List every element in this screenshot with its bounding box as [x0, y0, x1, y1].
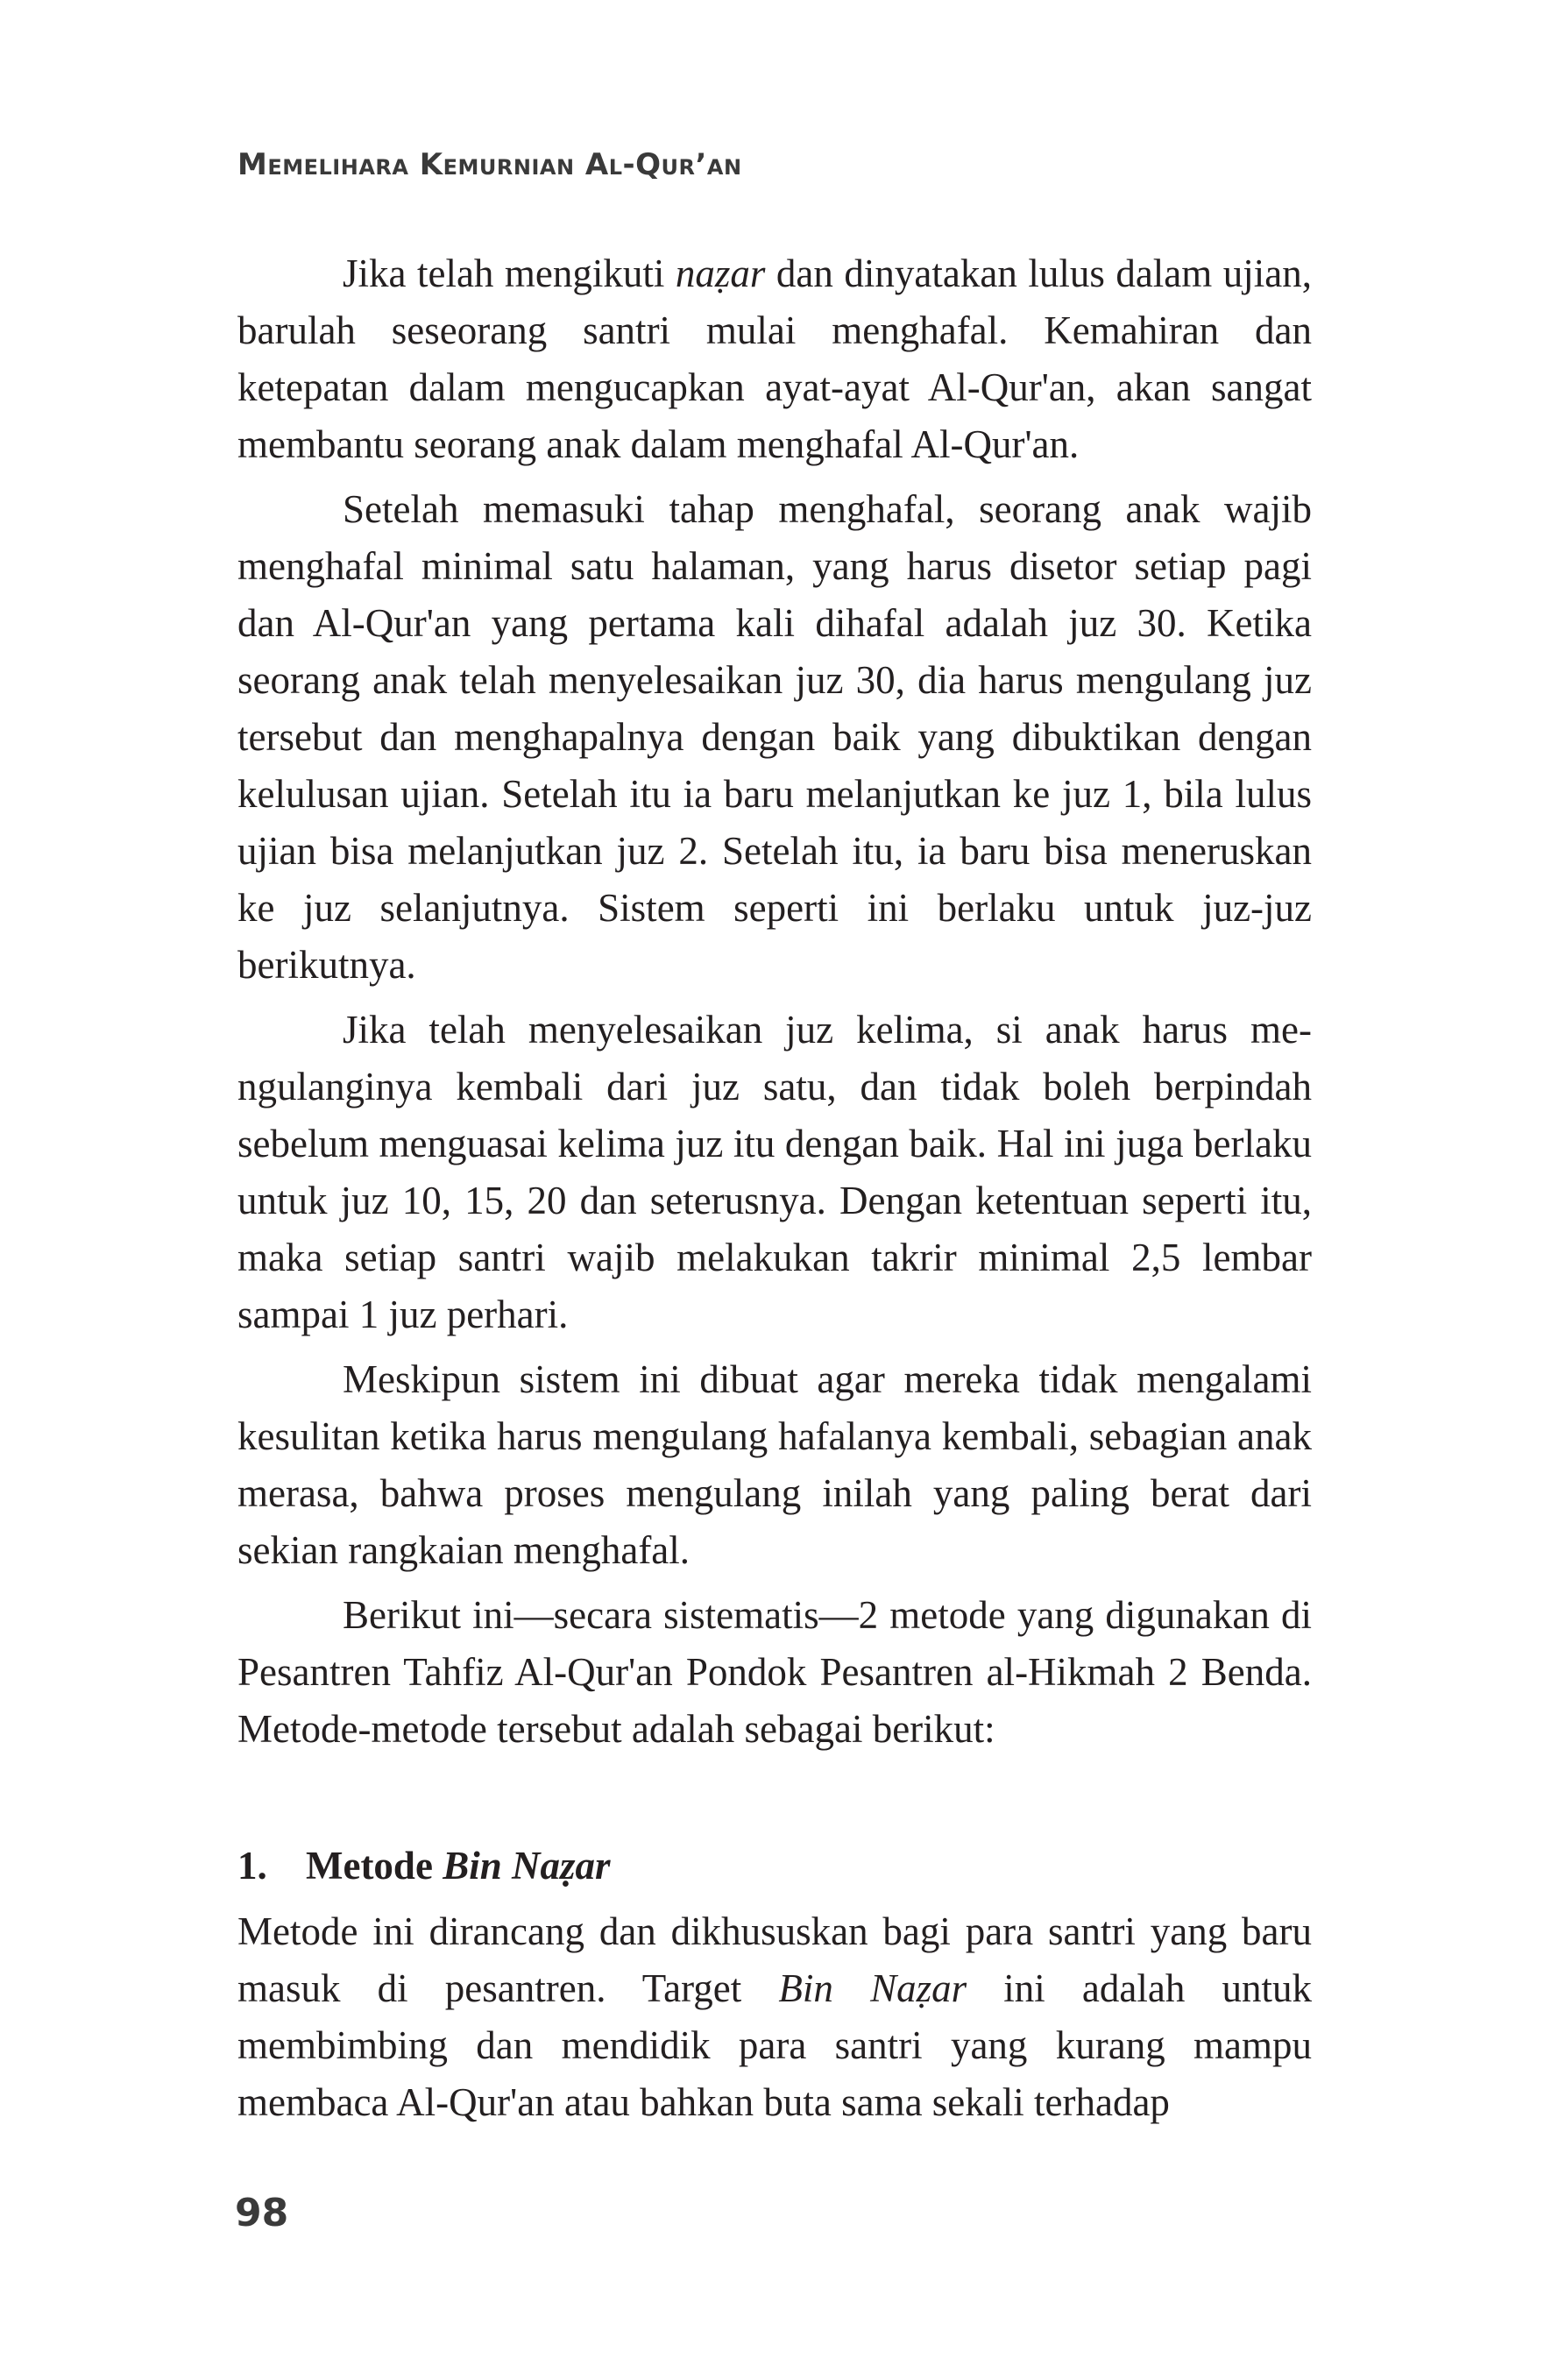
paragraph-2: Setelah memasuki tahap menghafal, seorang anak wajib menghafal minimal satu halaman, yang harus disetor setiap pagi dan Al-Qur'an yang pertama kali dihafal adalah juz 30. Ketika seorang anak telah menyelesaikan juz 30, dia harus mengulang juz tersebut dan menghapalnya dengan baik yang dibuktikan dengan kelulusan ujian. Setelah itu ia baru melanjutkan ke juz 1, bila lulus ujian bisa melanjutkan juz 2. Setelah itu, ia baru bisa meneruskan ke juz selanjutnya. Sistem seperti ini berlaku untuk juz-juz berikutnya. — [237, 487, 1312, 987]
paragraph-5: Berikut ini—secara sistematis—2 metode yang digunakan di Pesantren Tahfiz Al-Qur'an Pondok Pesantren al-Hikmah 2 Benda. Metode-metode tersebut adalah sebagai berikut: — [237, 1593, 1312, 1751]
body-text — [237, 245, 1312, 1758]
section-paragraph-text-a: Metode ini dirancang dan dikhususkan bagi para santri yang baru masuk di pesantren. Target — [237, 1909, 1312, 2010]
running-header: Memelihara Kemurnian Al-Qur’an — [237, 147, 742, 182]
section-paragraph-text-b: ini adalah untuk membimbing dan mendidik para santri yang kurang mampu membaca Al-Qur'an atau bahkan buta sama sekali terhadap — [237, 1966, 1312, 2124]
paragraph-1-text-b: dan dinyatakan lulus dalam ujian, barulah seseorang santri mulai menghafal. Kemahiran dan ketepatan dalam mengucapkan ayat-ayat Al-Qur'an, akan sangat membantu seorang anak dalam menghafal Al-Qur'an. — [237, 251, 1313, 466]
paragraph-3: Jika telah menyelesaikan juz kelima, si anak harus mengulanginya kembali dari juz satu, dan tidak boleh berpindah sebelum menguasai kelima juz itu dengan baik. Hal ini juga berlaku untuk juz 10, 15, 20 dan seterusnya. Dengan ketentuan seperti itu, maka setiap santri wajib melakukan takrir minimal 2,5 lembar sampai 1 juz perhari. — [237, 1008, 1312, 1336]
paragraph-1-italic-term: naẓar — [675, 251, 766, 295]
section-number: 1. — [237, 1844, 267, 1888]
section-heading — [237, 1838, 611, 1895]
section-title-plain: Metode — [306, 1844, 443, 1888]
section-paragraph — [237, 1903, 1312, 2131]
section-body — [237, 1903, 1312, 2131]
paragraph-1 — [237, 245, 1312, 473]
section-paragraph-italic-term: Bin Naẓar — [778, 1966, 967, 2010]
page-number: 98 — [235, 2191, 289, 2235]
section-title-italic: Bin Naẓar — [443, 1844, 611, 1888]
paragraph-1-text-a: Jika telah mengikuti — [343, 251, 676, 295]
paragraph-4: Meskipun sistem ini dibuat agar mereka tidak mengalami kesulitan ketika harus mengulang hafalanya kembali, sebagian anak merasa, bahwa proses mengulang inilah yang paling berat dari sekian rangkaian menghafal. — [237, 1357, 1312, 1572]
